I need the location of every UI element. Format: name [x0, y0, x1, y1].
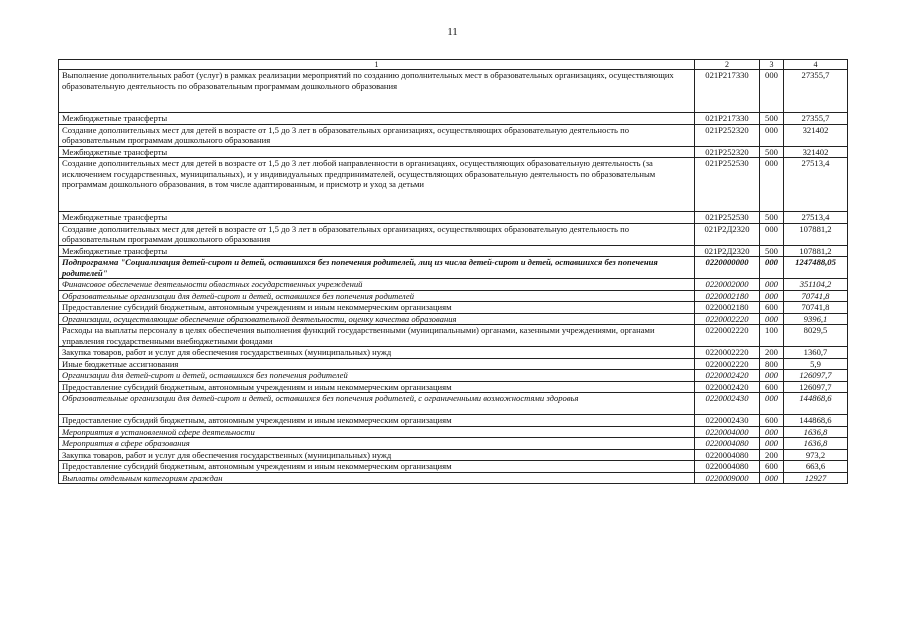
- header-col-2: 2: [695, 60, 760, 70]
- table-row: [59, 358, 848, 370]
- row-code-cell: 021P217330: [695, 113, 760, 125]
- table-header-row: [59, 60, 848, 70]
- row-code-cell: 0220002420: [695, 370, 760, 382]
- header-col-3: 3: [760, 60, 784, 70]
- row-vr-cell: 000: [760, 290, 784, 302]
- table-row: [59, 158, 848, 212]
- row-code-cell: 0220002220: [695, 325, 760, 347]
- row-vr-cell: 800: [760, 358, 784, 370]
- table-row: [59, 313, 848, 325]
- row-name-cell: Образовательные организации для детей-сирот и детей, оставшихся без попечения родителей: [59, 290, 695, 302]
- table-row: [59, 223, 848, 245]
- table-row: [59, 438, 848, 450]
- row-code-cell: 0220002420: [695, 381, 760, 393]
- row-amount-cell: 973,2: [784, 449, 848, 461]
- row-code-cell: 0220002220: [695, 358, 760, 370]
- table-row: [59, 245, 848, 257]
- table-row: [59, 449, 848, 461]
- row-vr-cell: 000: [760, 124, 784, 146]
- row-vr-cell: 500: [760, 212, 784, 224]
- row-amount-cell: 663,6: [784, 461, 848, 473]
- table-row: [59, 347, 848, 359]
- row-code-cell: 0220002220: [695, 347, 760, 359]
- row-code-cell: 0220000000: [695, 257, 760, 279]
- row-code-cell: 0220004080: [695, 461, 760, 473]
- row-amount-cell: 8029,5: [784, 325, 848, 347]
- row-amount-cell: 27355,7: [784, 113, 848, 125]
- table-row: [59, 426, 848, 438]
- row-vr-cell: 600: [760, 415, 784, 427]
- row-amount-cell: 70741,8: [784, 290, 848, 302]
- table-row: [59, 257, 848, 279]
- page-number: 11: [447, 26, 458, 38]
- row-name-cell: Образовательные организации для детей-сирот и детей, оставшихся без попечения родителей, с ограниченными возможностями здоровья: [59, 393, 695, 415]
- table-row: [59, 370, 848, 382]
- row-amount-cell: 126097,7: [784, 381, 848, 393]
- row-name-cell: Межбюджетные трансферты: [59, 113, 695, 125]
- table-row: [59, 212, 848, 224]
- row-code-cell: 0220002180: [695, 302, 760, 314]
- row-name-cell: Мероприятия в сфере образования: [59, 438, 695, 450]
- table-body: [59, 70, 848, 484]
- header-col-1: 1: [59, 60, 695, 70]
- row-vr-cell: 000: [760, 223, 784, 245]
- row-name-cell: Межбюджетные трансферты: [59, 212, 695, 224]
- row-code-cell: 0220004080: [695, 449, 760, 461]
- row-amount-cell: 144868,6: [784, 393, 848, 415]
- row-code-cell: 0220009000: [695, 472, 760, 484]
- row-name-cell: Создание дополнительных мест для детей в возрасте от 1,5 до 3 лет в образовательных организациях, осуществляющих образовательную деятельность по образовательным программам дошкольного образования: [59, 124, 695, 146]
- row-code-cell: 0220004080: [695, 438, 760, 450]
- table-row: [59, 290, 848, 302]
- row-vr-cell: 500: [760, 245, 784, 257]
- row-vr-cell: 000: [760, 472, 784, 484]
- row-name-cell: Выполнение дополнительных работ (услуг) в рамках реализации мероприятий по созданию дополнительных мест в образовательных организациях, осуществляющих образовательную деятельность по образовательным программам дошкольного образования: [59, 70, 695, 113]
- budget-table: [58, 59, 848, 484]
- row-name-cell: Предоставление субсидий бюджетным, автономным учреждениям и иным некоммерческим организациям: [59, 461, 695, 473]
- table-row: [59, 381, 848, 393]
- row-name-cell: Выплаты отдельным категориям граждан: [59, 472, 695, 484]
- table-row: [59, 124, 848, 146]
- row-amount-cell: 1636,8: [784, 426, 848, 438]
- row-vr-cell: 000: [760, 393, 784, 415]
- row-amount-cell: 27513,4: [784, 158, 848, 212]
- row-name-cell: Закупка товаров, работ и услуг для обеспечения государственных (муниципальных) нужд: [59, 449, 695, 461]
- row-vr-cell: 200: [760, 347, 784, 359]
- row-amount-cell: 351104,2: [784, 279, 848, 291]
- row-name-cell: Создание дополнительных мест для детей в возрасте от 1,5 до 3 лет любой направленности в организациях, осуществляющих образовательную деятельность (за исключением государственных, муниципальных), и у индивидуальных предпринимателей, осуществляющих образовательную деятельность по образовательным программам дошкольного образования, в том числе адаптированным, и присмотр и уход за детьми: [59, 158, 695, 212]
- row-name-cell: Межбюджетные трансферты: [59, 146, 695, 158]
- table-row: [59, 472, 848, 484]
- row-name-cell: Финансовое обеспечение деятельности областных государственных учреждений: [59, 279, 695, 291]
- row-code-cell: 0220002430: [695, 393, 760, 415]
- row-vr-cell: 100: [760, 325, 784, 347]
- row-code-cell: 021P2Д2320: [695, 223, 760, 245]
- row-amount-cell: 1360,7: [784, 347, 848, 359]
- table-row: [59, 70, 848, 113]
- row-code-cell: 021P252530: [695, 212, 760, 224]
- row-name-cell: Межбюджетные трансферты: [59, 245, 695, 257]
- row-vr-cell: 200: [760, 449, 784, 461]
- row-name-cell: Организации, осуществляющие обеспечение образовательной деятельности, оценку качества образования: [59, 313, 695, 325]
- table-row: [59, 325, 848, 347]
- row-amount-cell: 144868,6: [784, 415, 848, 427]
- row-vr-cell: 000: [760, 158, 784, 212]
- row-code-cell: 021P252320: [695, 124, 760, 146]
- row-amount-cell: 107881,2: [784, 223, 848, 245]
- row-name-cell: Расходы на выплаты персоналу в целях обеспечения выполнения функций государственными (муниципальными) органами, казенными учреждениями, органами управления государственными внебюджетными фондами: [59, 325, 695, 347]
- row-vr-cell: 500: [760, 146, 784, 158]
- row-code-cell: 021P252320: [695, 146, 760, 158]
- row-name-cell: Предоставление субсидий бюджетным, автономным учреждениям и иным некоммерческим организациям: [59, 381, 695, 393]
- row-amount-cell: 1636,8: [784, 438, 848, 450]
- row-code-cell: 0220002430: [695, 415, 760, 427]
- row-vr-cell: 000: [760, 370, 784, 382]
- row-code-cell: 0220002180: [695, 290, 760, 302]
- row-vr-cell: 600: [760, 302, 784, 314]
- header-col-4: 4: [784, 60, 848, 70]
- row-name-cell: Подпрограмма "Социализация детей-сирот и детей, оставшихся без попечения родителей, лиц из числа детей-сирот и детей, оставшихся без попечения родителей": [59, 257, 695, 279]
- row-name-cell: Создание дополнительных мест для детей в возрасте от 1,5 до 3 лет в образовательных организациях, осуществляющих образовательную деятельность по образовательным программам дошкольного образования: [59, 223, 695, 245]
- row-code-cell: 021P252530: [695, 158, 760, 212]
- row-vr-cell: 500: [760, 113, 784, 125]
- row-amount-cell: 321402: [784, 124, 848, 146]
- row-vr-cell: 600: [760, 461, 784, 473]
- row-amount-cell: 321402: [784, 146, 848, 158]
- row-amount-cell: 1247488,05: [784, 257, 848, 279]
- table-row: [59, 113, 848, 125]
- row-code-cell: 0220004000: [695, 426, 760, 438]
- row-amount-cell: 27513,4: [784, 212, 848, 224]
- row-amount-cell: 12927: [784, 472, 848, 484]
- row-amount-cell: 9396,1: [784, 313, 848, 325]
- row-vr-cell: 600: [760, 381, 784, 393]
- row-name-cell: Предоставление субсидий бюджетным, автономным учреждениям и иным некоммерческим организациям: [59, 415, 695, 427]
- row-amount-cell: 27355,7: [784, 70, 848, 113]
- row-code-cell: 021P2Д2320: [695, 245, 760, 257]
- row-amount-cell: 107881,2: [784, 245, 848, 257]
- row-code-cell: 0220002220: [695, 313, 760, 325]
- table-row: [59, 146, 848, 158]
- row-name-cell: Организации для детей-сирот и детей, оставшихся без попечения родителей: [59, 370, 695, 382]
- row-vr-cell: 000: [760, 257, 784, 279]
- table-row: [59, 415, 848, 427]
- row-name-cell: Предоставление субсидий бюджетным, автономным учреждениям и иным некоммерческим организациям: [59, 302, 695, 314]
- row-name-cell: Мероприятия в установленной сфере деятельности: [59, 426, 695, 438]
- row-vr-cell: 000: [760, 313, 784, 325]
- table-row: [59, 302, 848, 314]
- row-vr-cell: 000: [760, 438, 784, 450]
- row-vr-cell: 000: [760, 70, 784, 113]
- row-code-cell: 021P217330: [695, 70, 760, 113]
- row-name-cell: Иные бюджетные ассигнования: [59, 358, 695, 370]
- row-code-cell: 0220002000: [695, 279, 760, 291]
- table-row: [59, 461, 848, 473]
- row-vr-cell: 000: [760, 426, 784, 438]
- row-vr-cell: 000: [760, 279, 784, 291]
- table-row: [59, 279, 848, 291]
- row-name-cell: Закупка товаров, работ и услуг для обеспечения государственных (муниципальных) нужд: [59, 347, 695, 359]
- row-amount-cell: 126097,7: [784, 370, 848, 382]
- table-row: [59, 393, 848, 415]
- row-amount-cell: 70741,8: [784, 302, 848, 314]
- row-amount-cell: 5,9: [784, 358, 848, 370]
